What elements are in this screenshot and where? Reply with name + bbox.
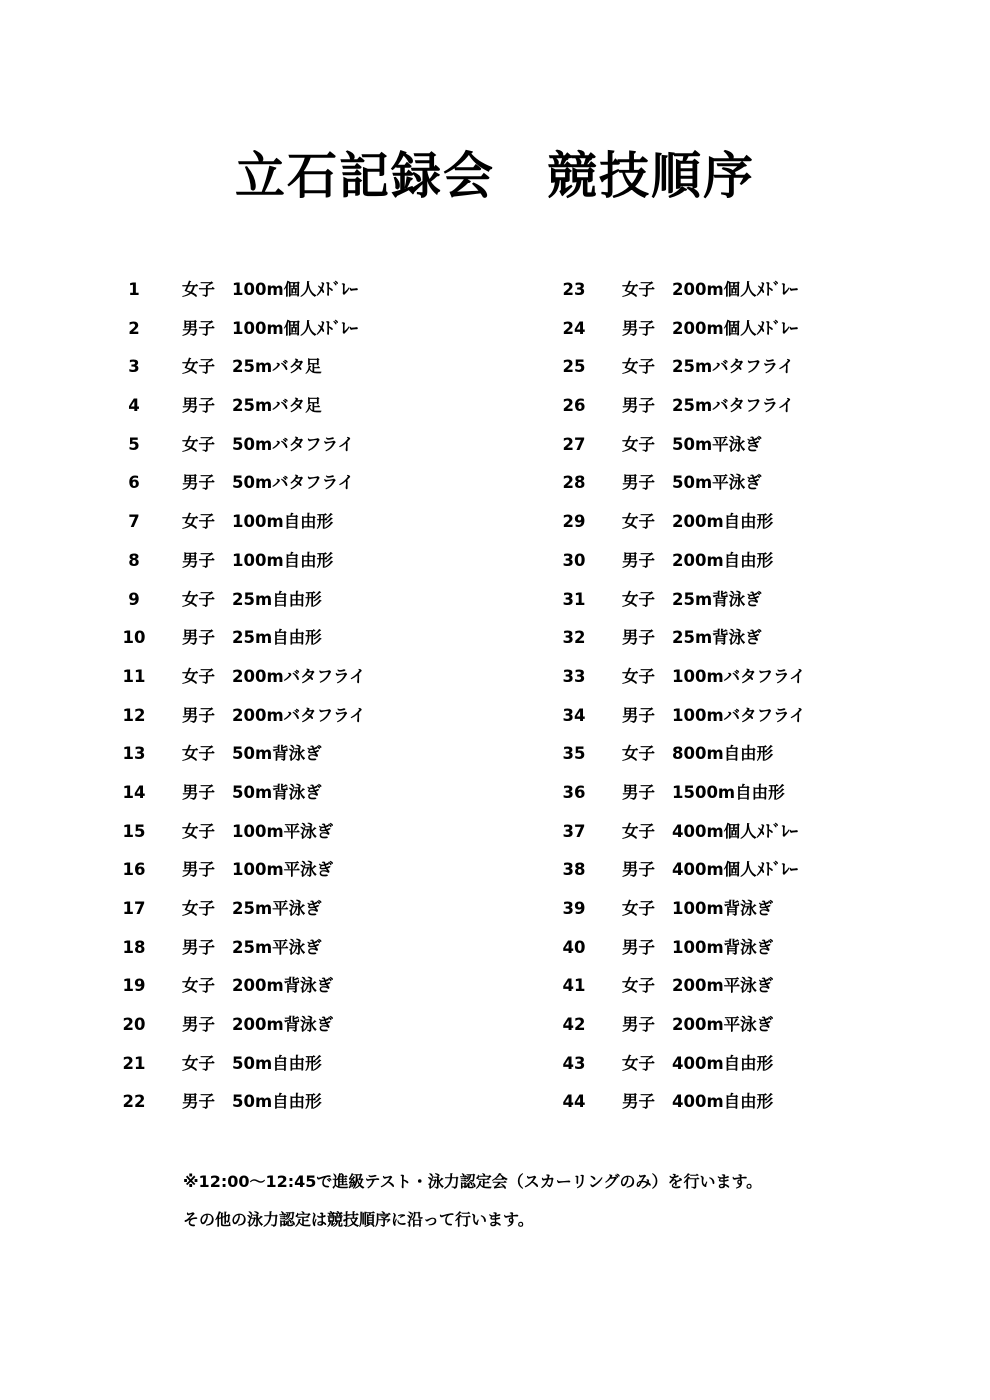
event-name: 25m平泳ぎ <box>232 937 322 957</box>
event-gender: 女子 <box>622 976 655 996</box>
notes <box>183 1163 963 1239</box>
event-name: 100m背泳ぎ <box>672 937 774 957</box>
event-gender: 女子 <box>622 357 655 377</box>
event-number: 31 <box>562 589 586 609</box>
event-name: 200mバタフライ <box>232 666 366 686</box>
event-gender: 女子 <box>182 666 215 686</box>
event-number: 6 <box>128 473 140 493</box>
event-row <box>550 813 910 852</box>
event-number: 11 <box>122 666 146 686</box>
event-number: 44 <box>562 1092 586 1112</box>
event-name: 25mバタ足 <box>232 396 322 416</box>
event-gender: 男子 <box>622 1092 655 1112</box>
event-gender: 男子 <box>622 550 655 570</box>
event-row <box>110 581 470 620</box>
event-name: 25mバタフライ <box>672 357 795 377</box>
event-row <box>550 503 910 542</box>
event-row <box>110 697 470 736</box>
event-row <box>110 1045 470 1084</box>
event-name: 400m個人ﾒﾄﾞﾚｰ <box>672 860 798 880</box>
event-name: 100mバタフライ <box>672 705 806 725</box>
event-name: 50m背泳ぎ <box>232 782 322 802</box>
event-gender: 男子 <box>182 550 215 570</box>
event-row <box>550 890 910 929</box>
event-name: 50m自由形 <box>232 1092 322 1112</box>
event-number: 13 <box>122 744 146 764</box>
event-row <box>550 464 910 503</box>
event-gender: 男子 <box>622 860 655 880</box>
event-number: 17 <box>122 899 146 918</box>
event-name: 100m平泳ぎ <box>232 860 334 880</box>
event-gender: 男子 <box>182 396 215 416</box>
event-name: 50m平泳ぎ <box>672 473 762 493</box>
event-name: 400m自由形 <box>672 1092 774 1112</box>
event-gender: 女子 <box>182 821 215 841</box>
event-row <box>110 619 470 658</box>
event-number: 40 <box>562 937 586 957</box>
event-list-left <box>110 271 470 1122</box>
event-number: 36 <box>562 782 586 802</box>
event-gender: 女子 <box>622 512 655 532</box>
event-number: 43 <box>562 1053 586 1073</box>
event-row <box>110 348 470 387</box>
event-number: 4 <box>128 396 140 416</box>
event-number: 30 <box>562 550 586 570</box>
event-name: 50mバタフライ <box>232 473 355 493</box>
event-row <box>110 658 470 697</box>
event-name: 100m自由形 <box>232 512 334 532</box>
event-number: 35 <box>562 744 586 764</box>
event-gender: 男子 <box>622 318 655 338</box>
event-name: 100mバタフライ <box>672 666 806 686</box>
event-name: 400m自由形 <box>672 1053 774 1073</box>
note-line: ※12:00～12:45で進級テスト・泳力認定会（スカーリングのみ）を行います。 <box>183 1172 763 1191</box>
event-row <box>110 1083 470 1122</box>
event-gender: 女子 <box>622 821 655 841</box>
event-number: 27 <box>562 434 586 454</box>
event-row <box>110 890 470 929</box>
event-number: 14 <box>122 782 146 802</box>
event-row <box>110 851 470 890</box>
event-number: 1 <box>128 280 140 299</box>
event-number: 20 <box>122 1015 146 1035</box>
event-name: 200m自由形 <box>672 512 774 532</box>
event-gender: 男子 <box>622 396 655 416</box>
event-name: 100m背泳ぎ <box>672 899 774 918</box>
event-row <box>110 774 470 813</box>
event-gender: 女子 <box>622 1053 655 1073</box>
event-row <box>550 426 910 465</box>
event-number: 28 <box>562 473 586 493</box>
event-name: 25m平泳ぎ <box>232 899 322 918</box>
event-name: 200m背泳ぎ <box>232 1015 334 1035</box>
event-gender: 男子 <box>622 705 655 725</box>
event-number: 42 <box>562 1015 586 1035</box>
event-gender: 男子 <box>182 628 215 648</box>
event-gender: 男子 <box>622 1015 655 1035</box>
event-gender: 男子 <box>182 937 215 957</box>
event-number: 3 <box>128 357 140 377</box>
event-row <box>110 813 470 852</box>
event-gender: 男子 <box>622 473 655 493</box>
event-row <box>550 348 910 387</box>
event-number: 39 <box>562 899 586 918</box>
event-name: 50m背泳ぎ <box>232 744 322 764</box>
event-gender: 男子 <box>182 705 215 725</box>
event-row <box>110 464 470 503</box>
event-name: 50mバタフライ <box>232 434 355 454</box>
event-name: 400m個人ﾒﾄﾞﾚｰ <box>672 821 798 841</box>
event-name: 25m背泳ぎ <box>672 628 762 648</box>
note-line: その他の泳力認定は競技順序に沿って行います。 <box>183 1210 534 1229</box>
event-number: 38 <box>562 860 586 880</box>
event-row <box>550 271 910 310</box>
event-gender: 男子 <box>182 473 215 493</box>
event-name: 200m自由形 <box>672 550 774 570</box>
event-number: 23 <box>562 280 586 299</box>
event-gender: 女子 <box>182 512 215 532</box>
event-gender: 男子 <box>182 782 215 802</box>
event-name: 100m平泳ぎ <box>232 821 334 841</box>
event-row <box>550 1083 910 1122</box>
event-number: 2 <box>128 318 140 338</box>
event-gender: 女子 <box>182 744 215 764</box>
event-row <box>110 929 470 968</box>
event-gender: 女子 <box>622 744 655 764</box>
event-name: 200m平泳ぎ <box>672 976 774 996</box>
event-name: 25m背泳ぎ <box>672 589 762 609</box>
event-number: 19 <box>122 976 146 996</box>
event-gender: 女子 <box>622 280 655 299</box>
event-number: 32 <box>562 628 586 648</box>
event-number: 7 <box>128 512 140 532</box>
event-row <box>110 542 470 581</box>
event-gender: 女子 <box>182 357 215 377</box>
page-title: 立石記録会 競技順序 <box>235 147 755 205</box>
event-row <box>110 271 470 310</box>
event-row <box>550 967 910 1006</box>
event-name: 25mバタ足 <box>232 357 322 377</box>
event-name: 200m個人ﾒﾄﾞﾚｰ <box>672 318 798 338</box>
event-row <box>550 310 910 349</box>
event-gender: 女子 <box>182 976 215 996</box>
event-row <box>550 697 910 736</box>
event-number: 22 <box>122 1092 146 1112</box>
event-number: 26 <box>562 396 586 416</box>
event-name: 25m自由形 <box>232 628 322 648</box>
event-number: 16 <box>122 860 146 880</box>
event-gender: 女子 <box>182 280 215 299</box>
event-name: 200m個人ﾒﾄﾞﾚｰ <box>672 280 798 299</box>
event-gender: 男子 <box>622 628 655 648</box>
event-number: 10 <box>122 628 146 648</box>
event-number: 37 <box>562 821 586 841</box>
event-row <box>550 387 910 426</box>
event-gender: 女子 <box>622 434 655 454</box>
event-row <box>110 310 470 349</box>
event-row <box>550 658 910 697</box>
event-gender: 女子 <box>622 589 655 609</box>
event-number: 15 <box>122 821 146 841</box>
event-row <box>550 581 910 620</box>
event-number: 18 <box>122 937 146 957</box>
event-row <box>110 387 470 426</box>
event-number: 21 <box>122 1053 146 1073</box>
event-row <box>110 503 470 542</box>
event-gender: 男子 <box>622 937 655 957</box>
event-gender: 女子 <box>182 899 215 918</box>
event-name: 100m個人ﾒﾄﾞﾚｰ <box>232 318 358 338</box>
event-name: 800m自由形 <box>672 744 774 764</box>
event-gender: 女子 <box>182 589 215 609</box>
event-gender: 女子 <box>622 899 655 918</box>
event-number: 29 <box>562 512 586 532</box>
event-gender: 男子 <box>622 782 655 802</box>
event-name: 100m個人ﾒﾄﾞﾚｰ <box>232 280 358 299</box>
event-gender: 男子 <box>182 860 215 880</box>
event-gender: 女子 <box>182 1053 215 1073</box>
event-gender: 男子 <box>182 318 215 338</box>
event-number: 24 <box>562 318 586 338</box>
event-number: 25 <box>562 357 586 377</box>
event-number: 8 <box>128 550 140 570</box>
event-row <box>110 426 470 465</box>
event-row <box>550 542 910 581</box>
event-name: 25m自由形 <box>232 589 322 609</box>
event-number: 33 <box>562 666 586 686</box>
event-number: 41 <box>562 976 586 996</box>
event-row <box>110 967 470 1006</box>
event-name: 200m背泳ぎ <box>232 976 334 996</box>
event-name: 200mバタフライ <box>232 705 366 725</box>
event-number: 34 <box>562 705 586 725</box>
event-gender: 男子 <box>182 1015 215 1035</box>
event-number: 9 <box>128 589 140 609</box>
event-row <box>550 1045 910 1084</box>
event-row <box>110 735 470 774</box>
event-row <box>550 774 910 813</box>
event-gender: 男子 <box>182 1092 215 1112</box>
event-name: 50m平泳ぎ <box>672 434 762 454</box>
event-number: 5 <box>128 434 140 454</box>
event-row <box>550 929 910 968</box>
event-name: 100m自由形 <box>232 550 334 570</box>
event-name: 200m平泳ぎ <box>672 1015 774 1035</box>
event-row <box>550 1006 910 1045</box>
event-gender: 女子 <box>622 666 655 686</box>
event-gender: 女子 <box>182 434 215 454</box>
event-row <box>550 851 910 890</box>
event-list-right <box>550 271 910 1122</box>
event-name: 50m自由形 <box>232 1053 322 1073</box>
event-name: 1500m自由形 <box>672 782 785 802</box>
event-row <box>550 619 910 658</box>
event-row <box>110 1006 470 1045</box>
event-number: 12 <box>122 705 146 725</box>
event-name: 25mバタフライ <box>672 396 795 416</box>
event-row <box>550 735 910 774</box>
